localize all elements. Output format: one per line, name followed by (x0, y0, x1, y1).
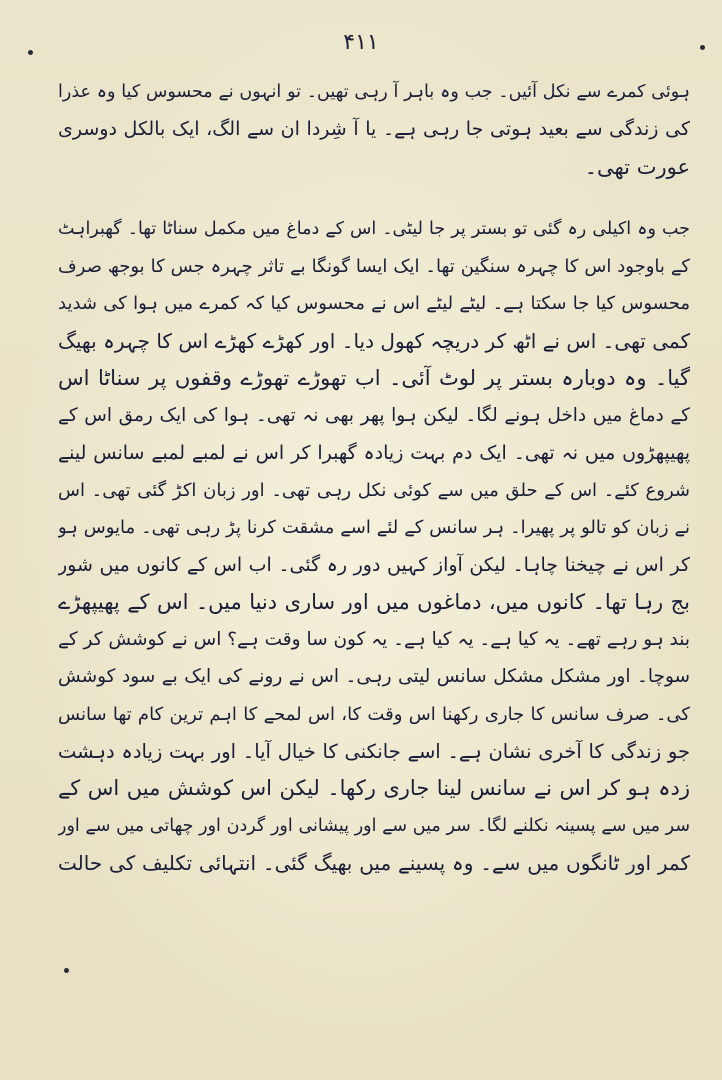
text-line: پھیپھڑوں میں نہ تھی۔ ایک دم بہت زیادہ گھبرا کر اس نے لمبے لمبے سانس لینے (58, 441, 690, 464)
text-line: جو زندگی کا آخری نشان ہے۔ اسے جانکنی کا خیال آیا۔ اور بہت زیادہ دہشت (58, 740, 690, 764)
paragraph-gap (58, 186, 690, 211)
text-line: عورت تھی۔ (584, 154, 690, 179)
page-text (58, 74, 690, 882)
text-line: کمی تھی۔ اس نے اٹھ کر دریچہ کھول دیا۔ اور کھڑے کھڑے اس کا چہرہ بھیگ (58, 328, 690, 353)
text-line: کی زندگی سے بعید ہوتی جا رہی ہے۔ یا آ شِردا ان سے الگ، ایک بالکل دوسری (58, 118, 690, 141)
paragraph (58, 74, 690, 186)
text-line: نے زبان کو تالو پر پھیرا۔ ہر سانس کے لئے اسے مشقت کرنا پڑ رہی تھی۔ مایوس ہو (58, 517, 690, 539)
text-line: سر میں سے پسینہ نکلنے لگا۔ سر میں سے اور پیشانی اور گردن اور چھاتی میں سے اور (58, 815, 690, 836)
page-mark-dot (64, 968, 69, 973)
text-line: ہوئی کمرے سے نکل آئیں۔ جب وہ باہر آ رہی تھیں۔ تو انہوں نے محسوس کیا وہ عذرا (58, 82, 690, 102)
text-line: شروع کئے۔ اس کے حلق میں سے کوئی نکل رہی تھی۔ اور زبان اکڑ گئی تھی۔ اس (58, 479, 690, 501)
text-line: کمر اور ٹانگوں میں سے۔ وہ پسینے میں بھیگ گئی۔ انتہائی تکلیف کی حالت (58, 850, 690, 875)
paragraph (58, 211, 690, 882)
text-line: بند ہو رہے تھے۔ یہ کیا ہے۔ یہ کیا ہے۔ یہ کون سا وقت ہے؟ اس نے کوشش کر کے (58, 629, 690, 651)
text-line: گیا۔ وہ دوبارہ بستر پر لوٹ آئی۔ اب تھوڑے تھوڑے وقفوں پر سناٹا اس (58, 366, 690, 391)
text-line: کے دماغ میں داخل ہونے لگا۔ لیکن ہوا پھر بھی نہ تھی۔ ہوا کی ایک رمق اس کے (58, 405, 690, 427)
text-line: کے باوجود اس کا چہرہ سنگین تھا۔ ایک ایسا گونگا بے تاثر چہرہ جس کا بوجھ صرف (58, 256, 690, 278)
text-line: محسوس کیا جا سکتا ہے۔ لیٹے لیٹے اس نے محسوس کیا کہ کمرے میں ہوا کی شدید (58, 293, 690, 315)
text-line: کی۔ صرف سانس کا جاری رکھنا اس وقت کا، اس لمحے کا اہم ترین کام تھا سانس (58, 703, 690, 725)
text-line: سوچا۔ اور مشکل مشکل سانس لیتی رہی۔ اس نے رونے کی ایک بے سود کوشش (58, 666, 690, 688)
page-number: ۴۱۱ (343, 30, 379, 55)
text-line: زدہ ہو کر اس نے سانس لینا جاری رکھا۔ لیکن اس کوشش میں اس کے (58, 776, 690, 801)
text-line: کر اس نے چیخنا چاہا۔ لیکن آواز کہیں دور رہ گئی۔ اب اس کے کانوں میں شور (58, 553, 690, 576)
text-line: بج رہا تھا۔ کانوں میں، دماغوں میں اور ساری دنیا میں۔ اس کے پھیپھڑے (58, 589, 690, 614)
text-line: جب وہ اکیلی رہ گئی تو بستر پر جا لیٹی۔ اس کے دماغ میں مکمل سناٹا تھا۔ گھبراہٹ (58, 218, 690, 239)
